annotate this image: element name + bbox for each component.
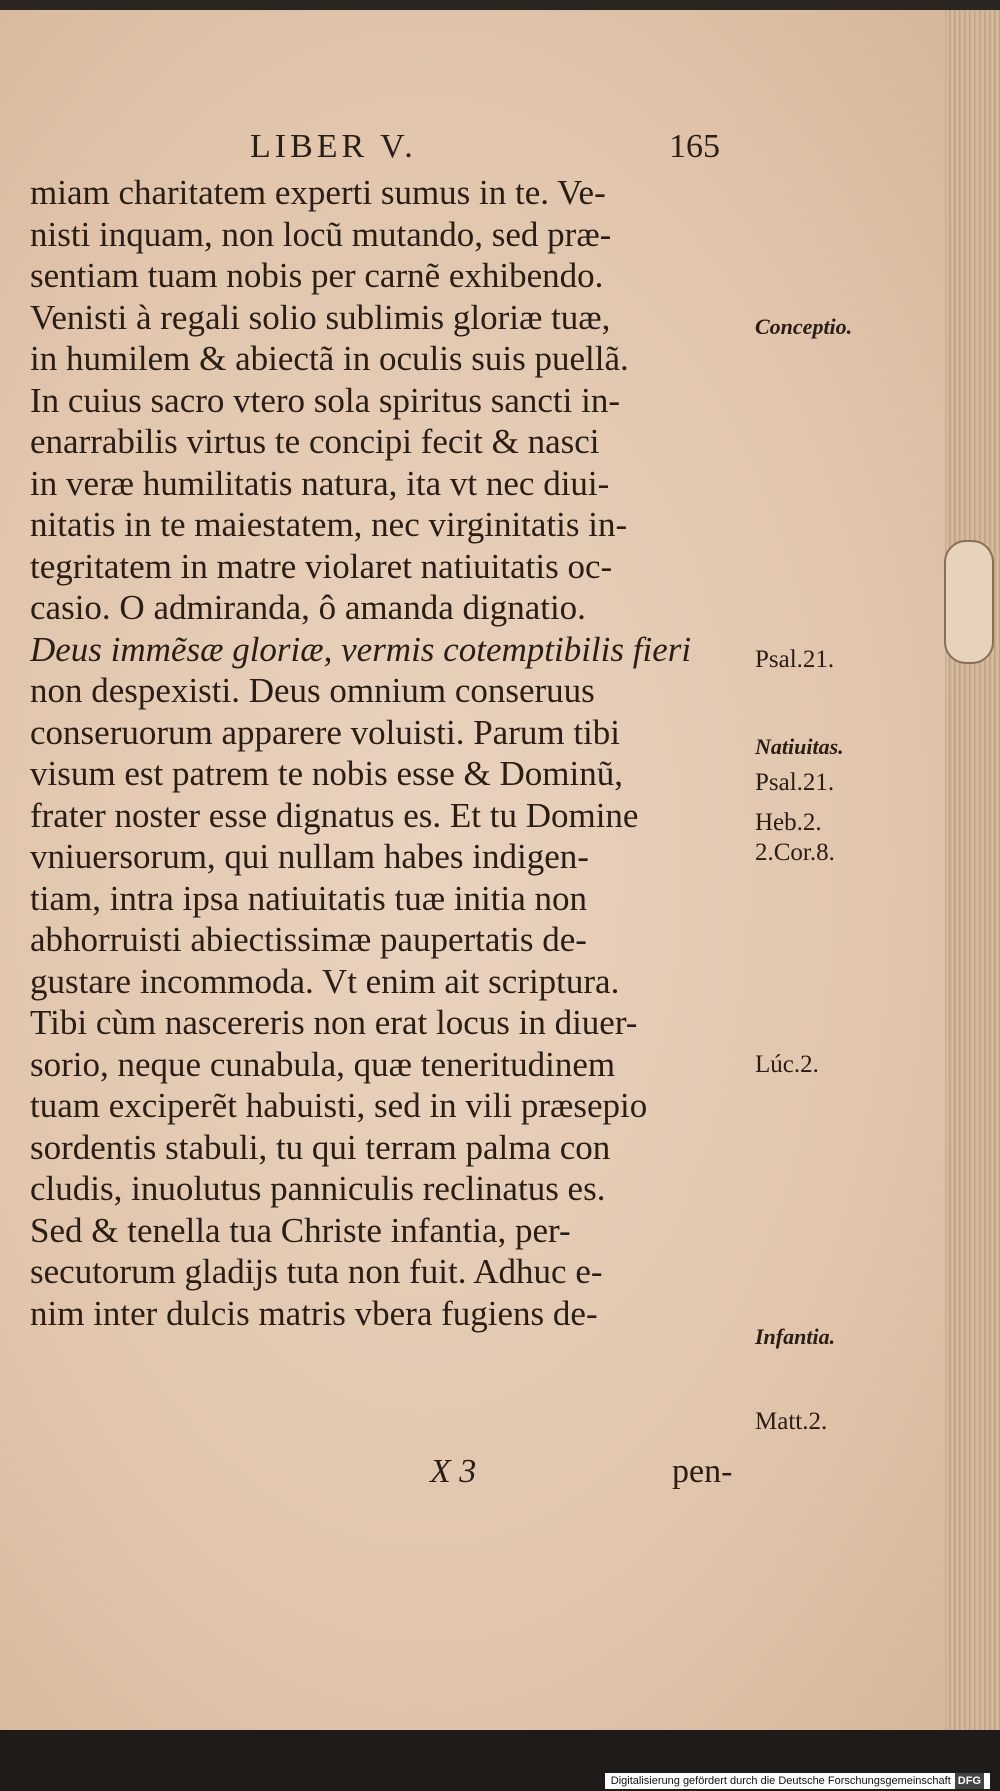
text-line: secutorum gladijs tuta non fuit. Adhuc e- xyxy=(30,1252,603,1291)
margin-note-heb2: Heb.2. xyxy=(755,809,822,836)
credit-text: Digitalisierung gefördert durch die Deutsche Forschungsgemeinschaft xyxy=(610,1775,951,1787)
text-line: frater noster esse dignatus es. Et tu Domine xyxy=(30,795,639,835)
margin-note-natiuitas: Natiuitas. xyxy=(755,734,844,759)
margin-note-matt2: Matt.2. xyxy=(755,1408,828,1435)
text-line: abhorruisti abiectissimæ paupertatis de- xyxy=(30,920,587,959)
running-header xyxy=(250,128,720,168)
text-line: visum est patrem te nobis esse & Dominũ, xyxy=(30,754,623,793)
body-text xyxy=(30,172,750,1334)
text-line: sordentis stabuli, tu qui terram palma con xyxy=(30,1127,611,1167)
margin-note-luc2: Lúc.2. xyxy=(755,1051,819,1078)
text-line: Venisti à regali solio sublimis gloriæ tuæ, xyxy=(30,297,611,337)
text-line: sorio, neque cunabula, quæ teneritudinem xyxy=(30,1044,616,1084)
dfg-logo: DFG xyxy=(955,1773,984,1789)
text-line: nitatis in te maiestatem, nec virginitatis in- xyxy=(30,505,628,544)
text-line: in humilem & abiectã in oculis suis puellã. xyxy=(30,339,629,378)
text-line: in veræ humilitatis natura, ita vt nec diui- xyxy=(30,463,610,503)
page-number: 165 xyxy=(669,128,720,165)
margin-note-conceptio: Conceptio. xyxy=(755,314,853,339)
margin-note-psal21-second: Psal.21. xyxy=(755,769,835,796)
book-clasp xyxy=(944,540,994,664)
text-line: Tibi cùm nascereris non erat locus in diuer- xyxy=(30,1003,638,1042)
text-line: enarrabilis virtus te concipi fecit & nasci xyxy=(30,422,600,461)
text-line: nim inter dulcis matris vbera fugiens de- xyxy=(30,1293,598,1333)
text-line: gustare incommoda. Vt enim ait scriptura. xyxy=(30,961,620,1001)
text-line: Deus immẽsæ gloriæ, vermis cotemptibilis fieri xyxy=(30,629,692,669)
text-line: tuam exciperẽt habuisti, sed in vili præsepio xyxy=(30,1086,648,1125)
text-line: tegritatem in matre violaret natiuitatis oc- xyxy=(30,546,613,586)
text-line: casio. O admiranda, ô amanda dignatio. xyxy=(30,588,586,627)
text-line: Sed & tenella tua Christe infantia, per- xyxy=(30,1210,571,1250)
text-line: cludis, inuolutus panniculis reclinatus es. xyxy=(30,1169,606,1208)
text-line: non despexisti. Deus omnium conseruus xyxy=(30,671,595,710)
text-line: vniuersorum, qui nullam habes indigen- xyxy=(30,837,589,876)
text-line: nisti inquam, non locũ mutando, sed præ- xyxy=(30,214,612,254)
text-line: tiam, intra ipsa natiuitatis tuæ initia non xyxy=(30,878,588,918)
catchword: pen- xyxy=(672,1453,733,1490)
margin-note-infantia: Infantia. xyxy=(755,1324,836,1349)
text-line: miam charitatem experti sumus in te. Ve- xyxy=(30,173,606,212)
margin-note-cor8: 2.Cor.8. xyxy=(755,839,835,866)
signature-mark: X 3 xyxy=(430,1453,477,1490)
page-edges xyxy=(945,10,1000,1730)
margin-note-psal21: Psal.21. xyxy=(755,646,835,673)
text-line: sentiam tuam nobis per carnẽ exhibendo. xyxy=(30,256,604,295)
running-title: LIBER V. xyxy=(250,128,417,165)
text-line: In cuius sacro vtero sola spiritus sancti in- xyxy=(30,380,621,420)
text-line: conseruorum apparere voluisti. Parum tibi xyxy=(30,712,620,752)
digitization-credit xyxy=(605,1773,990,1789)
